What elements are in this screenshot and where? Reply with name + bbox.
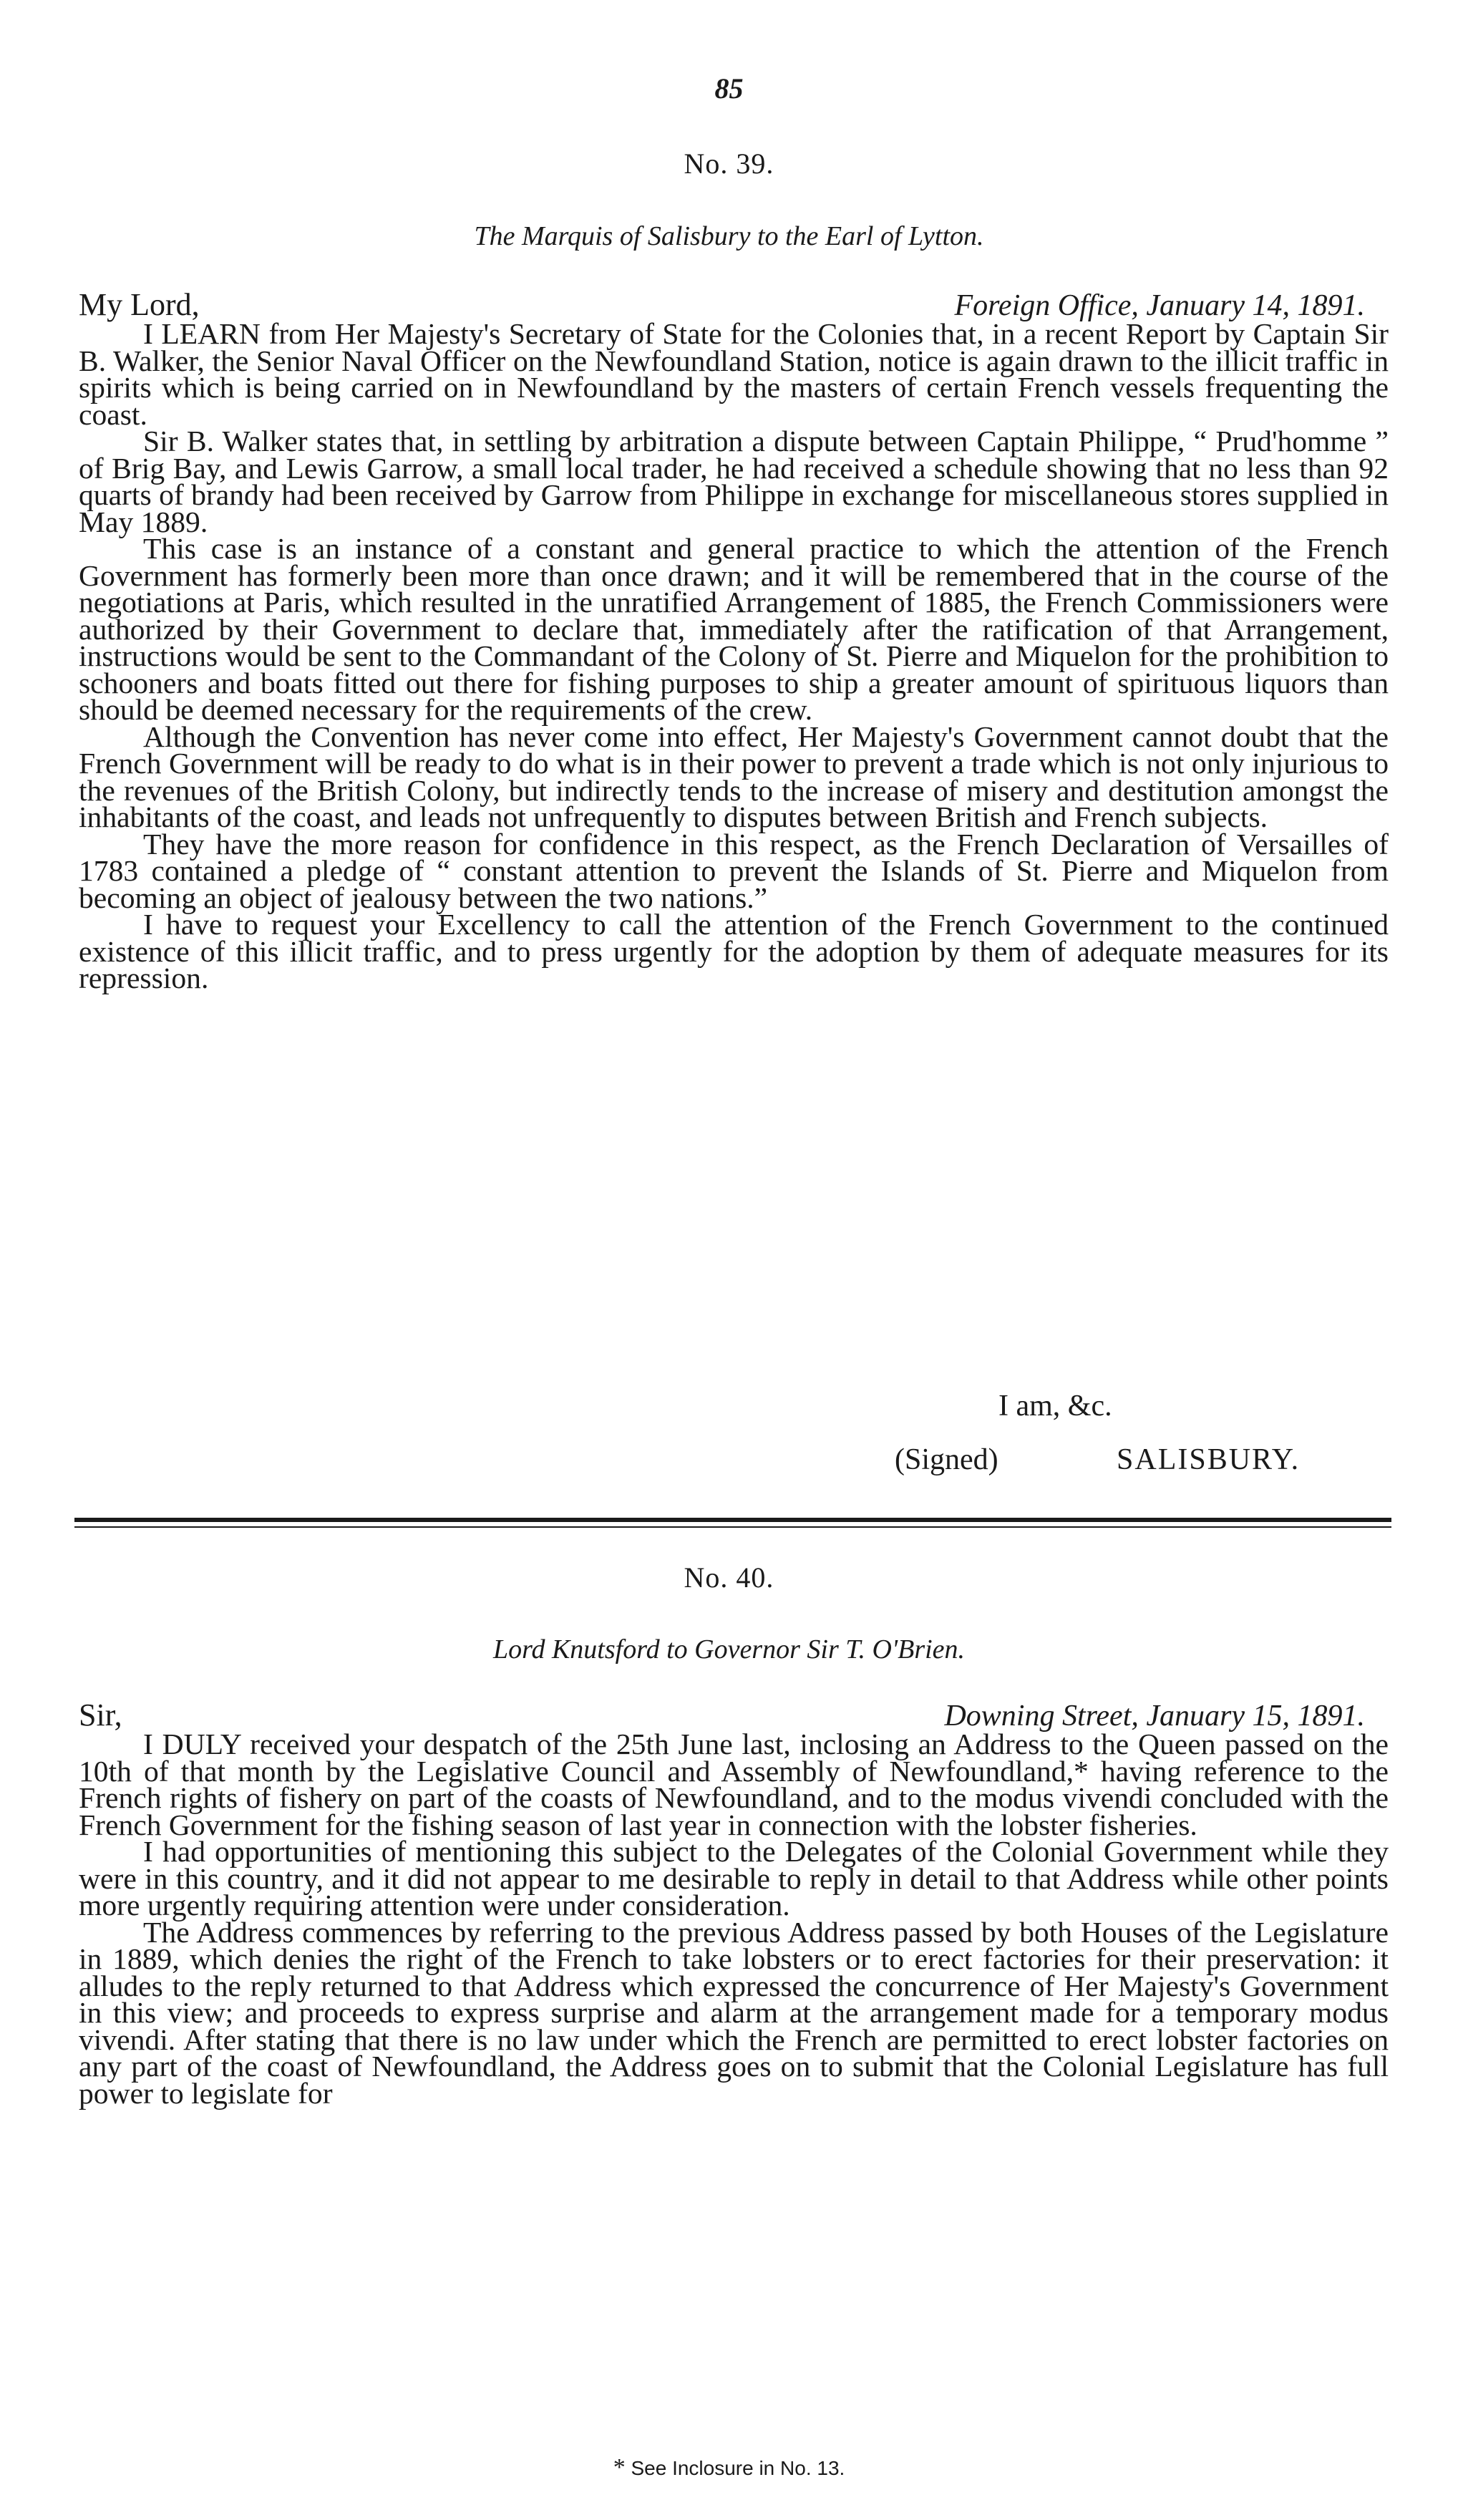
paragraph: I DULY received your despatch of the 25th June last, inclosing an Address to the Queen passed on the 10th of that month by the Legislative Council and Assembly of Newfoundland,* having reference to the French rights of fishery on part of the coasts of Newfoundland, and to the modus vivendi concluded with the French Government for the fishing season of last year in connection with the lobster fisheries. bbox=[79, 1727, 1389, 1841]
paragraph: This case is an instance of a constant and general practice to which the attention of the French Government has formerly been more than once drawn; and it will be remembered that in the course of the negotiations at Paris, which resulted in the unratified Arrangement of 1885, the French Commissioners were authorized by their Government to declare that, immediately after the ratification of that Arrangement, instructions would be sent to the Commandant of the Colony of St. Pierre and Miquelon for the prohibition to schooners and boats fitted out there for fishing purposes to ship a greater amount of spirituous liquors than should be deemed necessary for the requirements of the crew. bbox=[79, 532, 1389, 726]
closing: I am, &c. bbox=[998, 1390, 1112, 1423]
paragraph: I LEARN from Her Majesty's Secretary of State for the Colonies that, in a recent Report by Captain Sir B. Walker, the Senior Naval Officer on the Newfoundland Station, notice is again drawn to the illicit traffic in spirits which is being carried on in Newfoundland by the masters of certain French vessels frequenting the coast. bbox=[79, 317, 1389, 431]
paragraph: Sir B. Walker states that, in settling by arbitration a dispute between Captain Philippe, “ Prud'homme ” of Brig Bay, and Lewis Garrow, a small local trader, he had received a schedule showing that no less than 92 quarts of brandy had been received by Garrow from Philippe in exchange for miscellaneous stores supplied in May 1889. bbox=[79, 425, 1389, 538]
paragraph: I have to request your Excellency to call the attention of the French Government to the continued existence of this illicit traffic, and to press urgently for the adoption by them of adequate measures for its repression. bbox=[79, 908, 1389, 994]
page-number: 85 bbox=[714, 72, 744, 105]
salutation: Sir, bbox=[79, 1697, 122, 1732]
paragraph: They have the more reason for confidence in this respect, as the French Declaration of Versailles of 1783 contained a pledge of “ constant attention to prevent the Islands of St. Pierre and Miquelon from becoming an object of jealousy between the two nations.” bbox=[79, 827, 1389, 914]
footnote-text: See Inclosure in No. 13. bbox=[631, 2457, 845, 2479]
divider-rule bbox=[74, 1518, 1391, 1522]
footnote-mark: * bbox=[613, 2454, 626, 2481]
salutation: My Lord, bbox=[79, 287, 200, 322]
footnote bbox=[0, 2454, 1458, 2481]
paragraph: I had opportunities of mentioning this subject to the Delegates of the Colonial Government while they were in this country, and it did not appear to me desirable to reply in detail to that Address while other points more urgently requiring attention were under consideration. bbox=[79, 1835, 1389, 1922]
paragraph: The Address commences by referring to the previous Address passed by both Houses of the Legislature in 1889, which denies the right of the French to take lobsters or to erect factories for their preservation: it alludes to the reply returned to that Address which expressed the concurrence of Her Majesty's Government in this view; and proceeds to express surprise and alarm at the arrangement made for a temporary modus vivendi. After stating that there is no law under which the French are permitted to erect lobster factories on any part of the coast of Newfoundland, the Address goes on to submit that the Colonial Legislature has full power to legislate for bbox=[79, 1915, 1389, 2110]
dateline: Foreign Office, January 14, 1891. bbox=[954, 289, 1365, 322]
letter-number: No. 40. bbox=[684, 1561, 774, 1594]
divider-rule-thin bbox=[74, 1526, 1391, 1528]
letter-heading: Lord Knutsford to Governor Sir T. O'Brien. bbox=[492, 1634, 966, 1664]
letter-body bbox=[79, 1727, 1389, 2110]
dateline: Downing Street, January 15, 1891. bbox=[944, 1700, 1365, 1732]
letter-body bbox=[79, 317, 1389, 994]
signed-label: (Signed) bbox=[895, 1443, 998, 1476]
letter-number: No. 39. bbox=[684, 147, 774, 180]
paragraph: Although the Convention has never come into effect, Her Majesty's Government cannot doubt that the French Government will be ready to do what is in their power to prevent a trade which is not only injurious to the revenues of the British Colony, but indirectly tends to the increase of misery and destitution amongst the inhabitants of the coast, and leads not unfrequently to disputes between British and French subjects. bbox=[79, 719, 1389, 833]
letter-heading: The Marquis of Salisbury to the Earl of Lytton. bbox=[474, 221, 984, 251]
signature: SALISBURY. bbox=[1117, 1443, 1301, 1476]
